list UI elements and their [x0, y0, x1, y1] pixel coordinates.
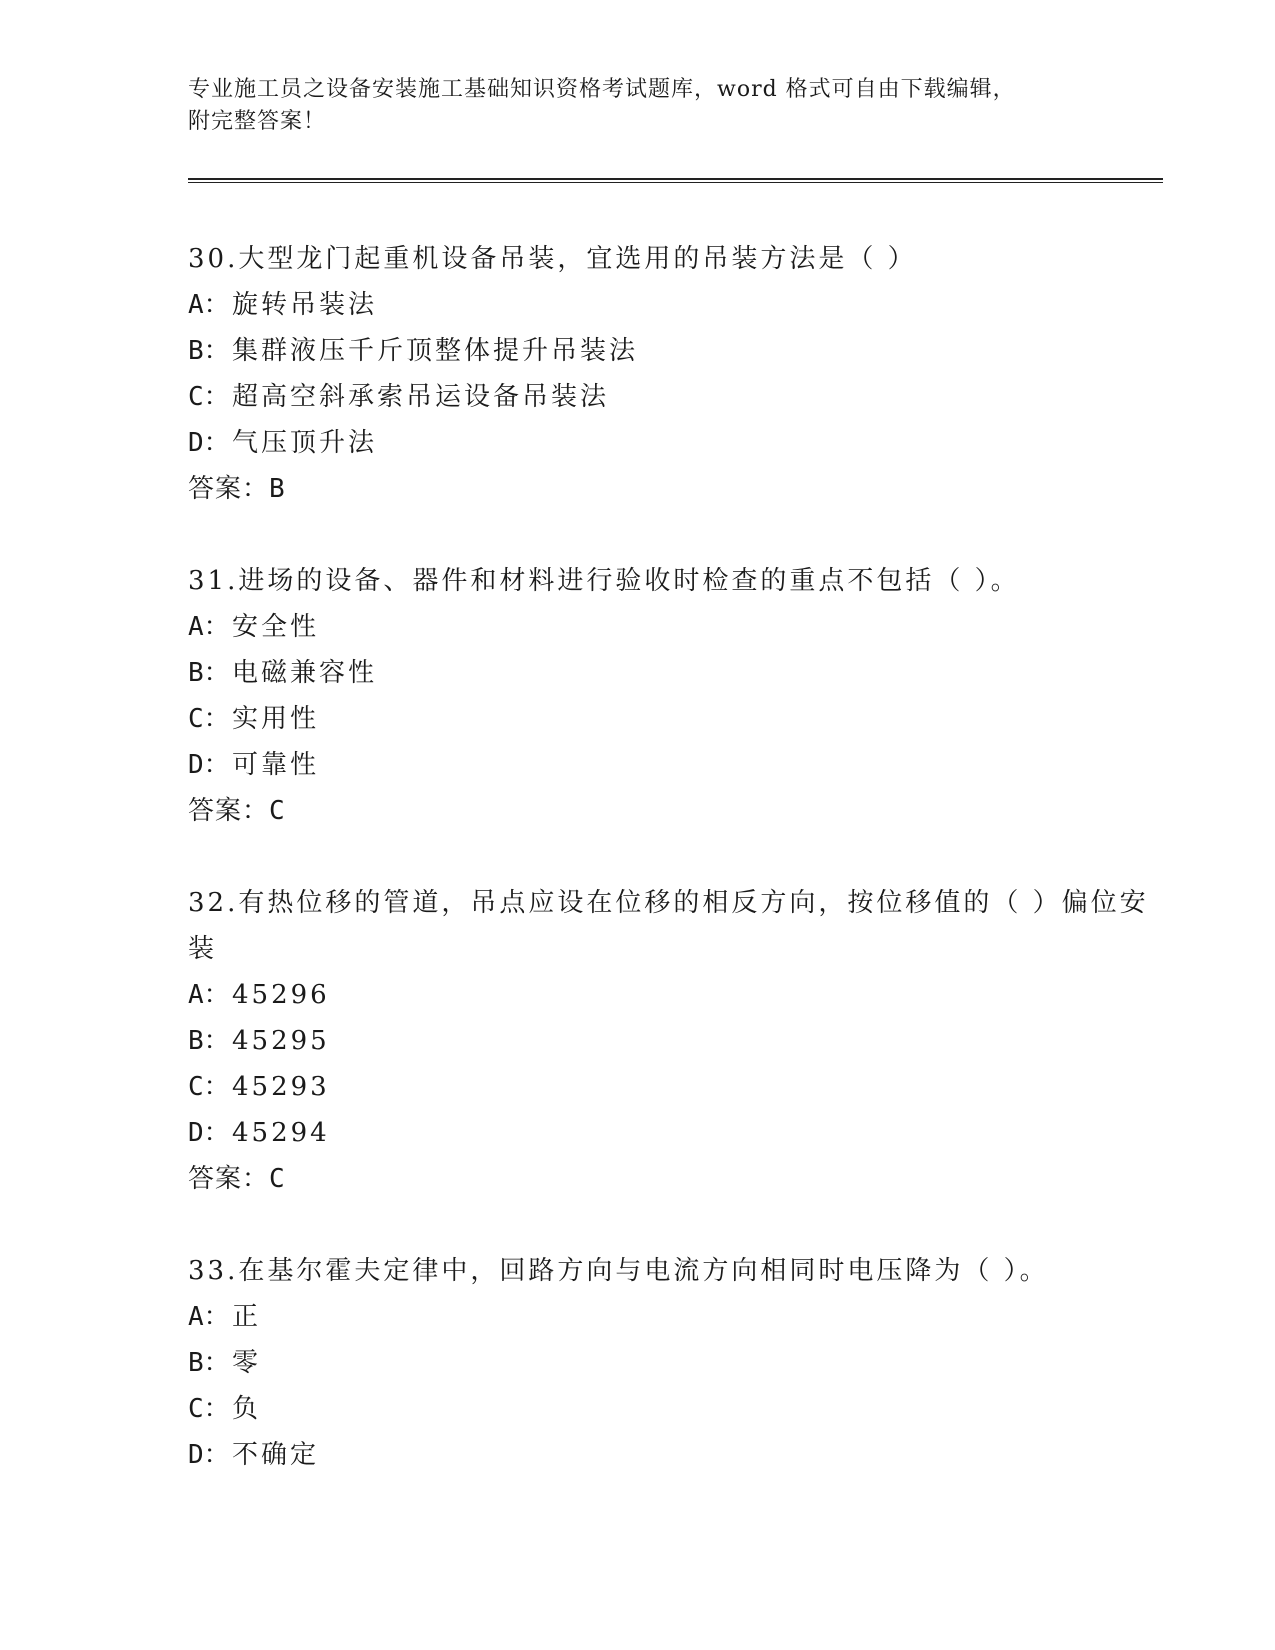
option-letter: A：: [188, 980, 230, 1010]
option-a: [188, 972, 1163, 1018]
option-letter: C：: [188, 1072, 230, 1102]
option-d: [188, 742, 1163, 788]
answer-line: [188, 788, 1163, 834]
option-letter: B：: [188, 1026, 230, 1056]
answer-line: [188, 1156, 1163, 1202]
option-text: 可靠性: [232, 750, 320, 780]
option-text: 集群液压千斤顶整体提升吊装法: [232, 336, 639, 366]
option-letter: B：: [188, 658, 230, 688]
option-d: [188, 1110, 1163, 1156]
document-header: [188, 74, 1118, 138]
option-letter: C：: [188, 382, 230, 412]
option-b: [188, 1340, 1163, 1386]
option-letter: D：: [188, 750, 230, 780]
option-text: 45296: [232, 980, 330, 1010]
question-33: [188, 1248, 1163, 1478]
option-text: 不确定: [232, 1440, 320, 1470]
option-c: [188, 696, 1163, 742]
question-32: [188, 880, 1163, 1202]
option-text: 45295: [232, 1026, 330, 1056]
option-text: 超高空斜承索吊运设备吊装法: [232, 382, 610, 412]
option-text: 负: [232, 1394, 262, 1424]
question-31: [188, 558, 1163, 834]
question-stem: 32.有热位移的管道，吊点应设在位移的相反方向，按位移值的（ ）偏位安装: [188, 888, 1149, 964]
option-text: 零: [232, 1348, 262, 1378]
option-text: 电磁兼容性: [232, 658, 378, 688]
option-c: [188, 1064, 1163, 1110]
option-letter: A：: [188, 290, 230, 320]
option-letter: B：: [188, 336, 230, 366]
option-a: [188, 1294, 1163, 1340]
option-text: 45294: [232, 1118, 330, 1148]
option-text: 45293: [232, 1072, 330, 1102]
option-d: [188, 420, 1163, 466]
option-letter: D：: [188, 428, 230, 458]
header-divider: [188, 178, 1163, 183]
option-a: [188, 282, 1163, 328]
option-text: 气压顶升法: [232, 428, 378, 458]
answer-line: [188, 466, 1163, 512]
option-b: [188, 650, 1163, 696]
question-list: [188, 236, 1163, 1524]
answer-label: 答案：: [188, 1164, 270, 1194]
question-stem: 30.大型龙门起重机设备吊装，宜选用的吊装方法是（ ）: [188, 244, 917, 274]
header-line-1: 专业施工员之设备安装施工基础知识资格考试题库，word 格式可自由下载编辑，: [188, 77, 1016, 102]
question-stem: 33.在基尔霍夫定律中，回路方向与电流方向相同时电压降为（ ）。: [188, 1256, 1049, 1286]
option-text: 实用性: [232, 704, 320, 734]
question-stem: 31.进场的设备、器件和材料进行验收时检查的重点不包括（ ）。: [188, 566, 1020, 596]
option-letter: D：: [188, 1440, 230, 1470]
question-30: [188, 236, 1163, 512]
answer-label: 答案：: [188, 474, 270, 504]
option-b: [188, 328, 1163, 374]
answer-value: C: [269, 796, 286, 826]
option-d: [188, 1432, 1163, 1478]
option-letter: B：: [188, 1348, 230, 1378]
option-letter: A：: [188, 612, 230, 642]
answer-value: C: [269, 1164, 286, 1194]
option-b: [188, 1018, 1163, 1064]
option-text: 安全性: [232, 612, 320, 642]
option-c: [188, 1386, 1163, 1432]
option-a: [188, 604, 1163, 650]
header-line-2: 附完整答案！: [188, 109, 327, 134]
option-letter: A：: [188, 1302, 230, 1332]
option-letter: D：: [188, 1118, 230, 1148]
option-letter: C：: [188, 704, 230, 734]
option-text: 正: [232, 1302, 262, 1332]
answer-label: 答案：: [188, 796, 270, 826]
option-c: [188, 374, 1163, 420]
answer-value: B: [269, 474, 286, 504]
option-text: 旋转吊装法: [232, 290, 378, 320]
option-letter: C：: [188, 1394, 230, 1424]
